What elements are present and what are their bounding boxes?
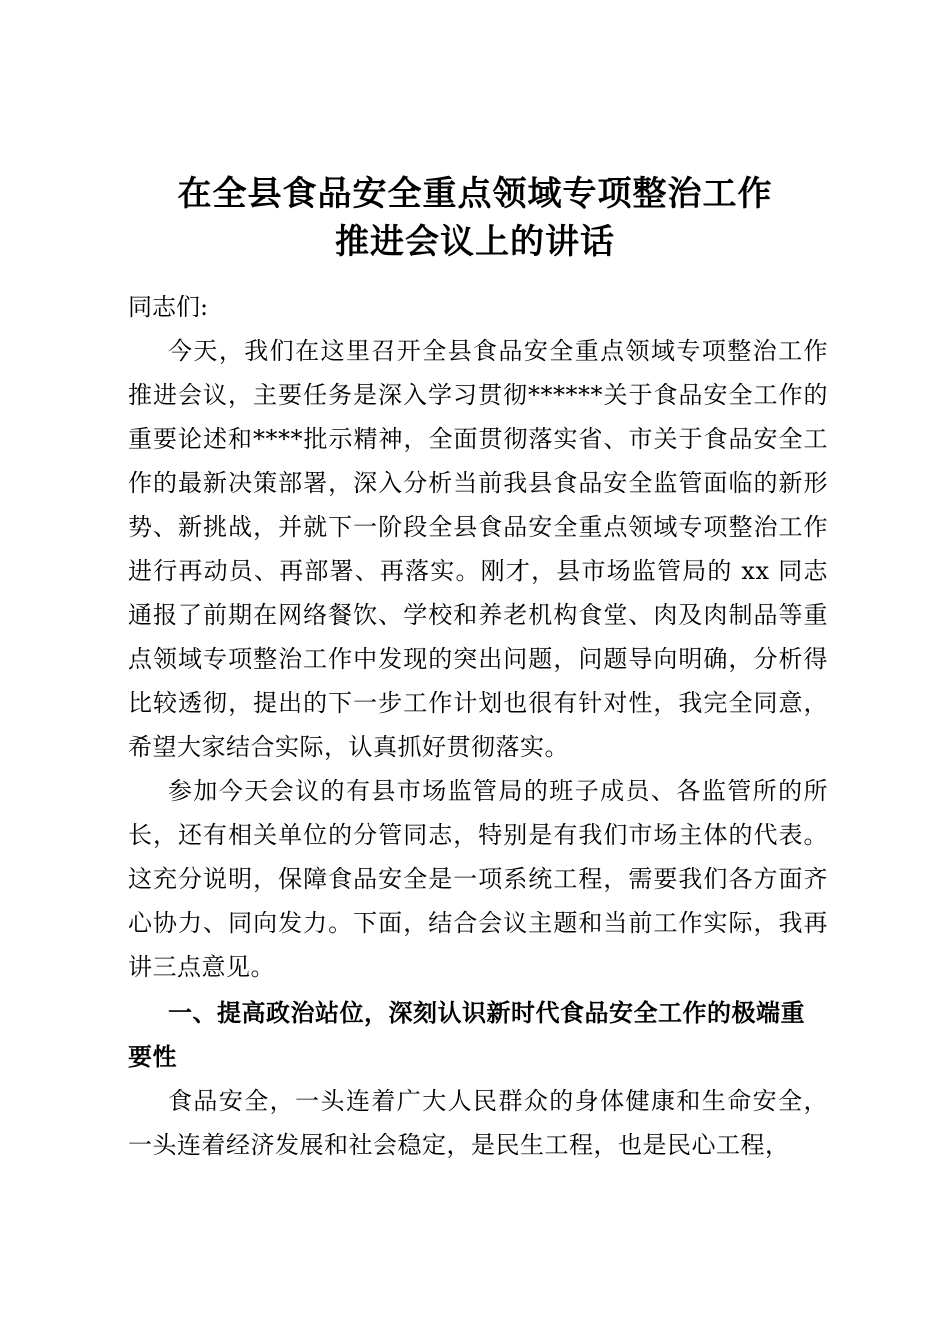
paragraph-1: 今天，我们在这里召开全县食品安全重点领域专项整治工作推进会议，主要任务是深入学习贯彻******关于食品安全工作的重要论述和****批示精神，全面贯彻落实省、市关于食品安全工作的最新决策部署，深入分析当前我县食品安全监管面临的新形势、新挑战，并就下一阶段全县食品安全重点领域专项整治工作进行再动员、再部署、再落实。刚才，县市场监管局的 xx 同志通报了前期在网络餐饮、学校和养老机构食堂、肉及肉制品等重点领域专项整治工作中发现的突出问题，问题导向明确，分析得比较透彻，提出的下一步工作计划也很有针对性，我完全同意，希望大家结合实际，认真抓好贯彻落实。 — [128, 337, 828, 761]
document-body — [128, 285, 828, 1167]
document-title-line-1: 在全县食品安全重点领域专项整治工作 — [177, 174, 773, 214]
section-heading-1: 一、提高政治站位，深刻认识新时代食品安全工作的极端重要性 — [128, 999, 805, 1071]
paragraph-2: 参加今天会议的有县市场监管局的班子成员、各监管所的所长，还有相关单位的分管同志，特别是有我们市场主体的代表。这充分说明，保障食品安全是一项系统工程，需要我们各方面齐心协力、同向发力。下面，结合会议主题和当前工作实际，我再讲三点意见。 — [128, 777, 828, 981]
paragraph-3: 食品安全，一头连着广大人民群众的身体健康和生命安全，一头连着经济发展和社会稳定，是民生工程，也是民心工程， — [128, 1087, 828, 1159]
greeting: 同志们: — [128, 293, 209, 321]
document-title-line-2: 推进会议上的讲话 — [335, 222, 615, 262]
